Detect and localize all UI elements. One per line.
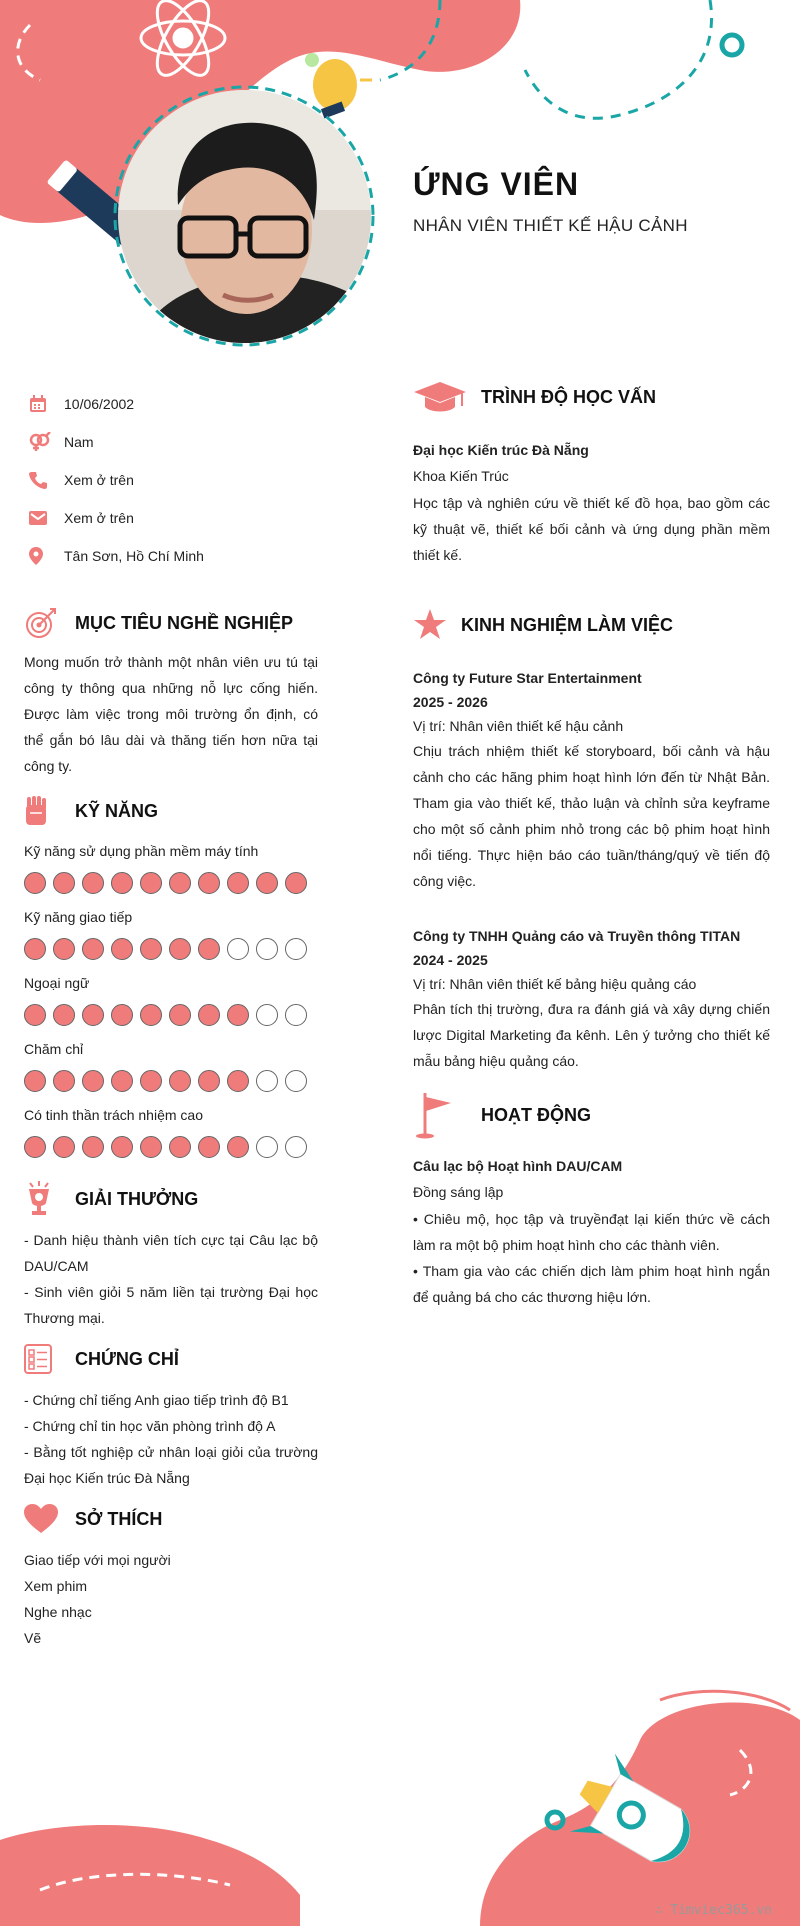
job-company: Công ty TNHH Quảng cáo và Truyền thông TITAN [413,928,741,944]
heart-icon [24,1504,75,1534]
job-description: Chịu trách nhiệm thiết kế storyboard, bối cảnh và hậu cảnh cho các hãng phim hoạt hình lớn đến từ Nhật Bản. Tham gia vào thiết kế, thảo luận và chỉnh sửa keyframe cho một số cảnh phim nhỏ trong các bộ phim hoạt hình nổi tiếng. Thực hiện báo cáo tuần/tháng/quý về tiến độ công việc. [413,743,770,889]
education-heading [413,370,770,424]
rating-dot-filled [53,1004,75,1026]
avatar [118,90,371,343]
rating-dot-filled [53,1070,75,1092]
watermark: ∴ Timviec365.vn [654,1903,772,1918]
activity-role: Đồng sáng lập [413,1184,504,1200]
experience-heading [413,598,770,652]
rating-dot-filled [111,1070,133,1092]
education-entry [413,438,770,568]
job-position: Vị trí: Nhân viên thiết kế bảng hiệu quảng cáo [413,976,697,992]
target-icon [24,607,75,639]
hobby-item: Xem phim [24,1578,88,1594]
info-row-gender [24,423,318,461]
phone-value: Xem ở trên [64,472,134,488]
rating-dot-filled [285,872,307,894]
rating-dot-filled [24,938,46,960]
objective-heading [24,601,318,645]
activity-bullet: • Chiêu mộ, học tập và truyềnđạt lại kiến thức về cách làm ra một bộ phim hoạt hình cho các thành viên. [413,1211,770,1253]
rating-dot-filled [169,1070,191,1092]
fist-icon [24,795,75,827]
rating-dot-empty [256,1136,278,1158]
activity-bullet: • Tham gia vào các chiến dịch làm phim hoạt hình ngắn để quảng bá cho các thương hiệu lớn. [413,1263,770,1305]
rating-dot-filled [198,872,220,894]
hobby-item: Giao tiếp với mọi người [24,1552,171,1568]
education-title: TRÌNH ĐỘ HỌC VẤN [481,386,656,407]
rating-dot-filled [24,1136,46,1158]
dob-value: 10/06/2002 [64,396,135,412]
graduation-cap-icon [413,380,481,414]
rating-dot-filled [140,872,162,894]
rating-dot-filled [169,1136,191,1158]
rating-dot-filled [140,938,162,960]
rating-dot-filled [24,1070,46,1092]
job-position: Vị trí: Nhân viên thiết kế hậu cảnh [413,718,624,734]
hobbies-heading [24,1497,318,1541]
rating-dot-filled [53,938,75,960]
rating-dot-empty [256,1004,278,1026]
skill-name: Ngoại ngữ [24,975,90,991]
objective-title: MỤC TIÊU NGHỀ NGHIỆP [75,612,294,633]
activity-entry [413,1154,770,1310]
rating-dot-filled [227,1070,249,1092]
objective-text: Mong muốn trở thành một nhân viên ưu tú tại công ty thông qua những nỗ lực cống hiến. Được làm việc trong môi trường ổn định, có thể gắn bó lâu dài và thăng tiến hơn nữa tại công ty. [24,654,318,774]
decor-bottom [0,1680,800,1926]
left-column [24,385,318,1651]
calendar-icon [24,395,64,413]
awards-title: GIẢI THƯỞNG [75,1188,199,1209]
phone-icon [24,471,64,489]
faculty-name: Khoa Kiến Trúc [413,468,509,484]
info-row-address [24,537,318,575]
school-name: Đại học Kiến trúc Đà Nẵng [413,442,589,458]
rating-dot-filled [169,938,191,960]
rating-dot-filled [169,872,191,894]
star-icon [413,609,461,641]
certificates-text-2: - Chứng chỉ tin học văn phòng trình độ A [24,1418,276,1434]
rating-dot-filled [140,1136,162,1158]
personal-info [24,385,318,575]
rating-dot-filled [227,1004,249,1026]
skills-title: KỸ NĂNG [75,800,159,821]
job-title: NHÂN VIÊN THIẾT KẾ HẬU CẢNH [413,216,688,235]
certificates-heading [24,1337,318,1381]
rating-dot-filled [82,938,104,960]
job-description: Phân tích thị trường, đưa ra đánh giá và xây dựng chiến lược Digital Marketing đa kênh. Lên ý tưởng cho thiết kế mẫu bảng hiệu quảng cáo. [413,1001,770,1069]
skill-name: Chăm chỉ [24,1041,84,1057]
rating-dot-filled [111,872,133,894]
hobbies-title: SỞ THÍCH [75,1508,163,1529]
rating-dot-filled [227,1136,249,1158]
rating-dot-empty [285,1004,307,1026]
activities-heading [413,1088,770,1142]
skill-rating [24,1065,318,1097]
flag-icon [413,1091,481,1139]
rating-dot-empty [285,1070,307,1092]
hobby-item: Vẽ [24,1630,42,1646]
rating-dot-filled [198,938,220,960]
rating-dot-filled [198,1070,220,1092]
certificates-text-3: - Bằng tốt nghiệp cử nhân loại giỏi của trường Đại học Kiến trúc Đà Nẵng [24,1444,318,1486]
gender-value: Nam [64,434,94,450]
rating-dot-filled [53,872,75,894]
skill-rating [24,1131,318,1163]
rating-dot-filled [24,872,46,894]
address-value: Tân Sơn, Hồ Chí Minh [64,548,204,564]
rating-dot-filled [169,1004,191,1026]
trophy-icon [24,1181,75,1217]
rating-dot-filled [111,938,133,960]
job-period: 2024 - 2025 [413,952,488,968]
rating-dot-filled [82,1070,104,1092]
rating-dot-filled [82,1136,104,1158]
skill-rating [24,867,318,899]
info-row-dob [24,385,318,423]
awards-text-2: - Sinh viên giỏi 5 năm liền tại trường Đại học Thương mại. [24,1284,318,1326]
education-description: Học tập và nghiên cứu về thiết kế đồ họa, bao gồm các kỹ thuật vẽ, thiết kế bối cảnh và ứng dụng phần mềm thiết kế. [413,495,770,563]
rating-dot-filled [82,1004,104,1026]
skill-rating [24,999,318,1031]
skills-heading [24,789,318,833]
rating-dot-filled [140,1070,162,1092]
rating-dot-filled [82,872,104,894]
rating-dot-empty [227,938,249,960]
info-row-email [24,499,318,537]
info-row-phone [24,461,318,499]
checklist-icon [24,1344,75,1374]
rating-dot-filled [227,872,249,894]
rating-dot-empty [256,938,278,960]
rating-dot-filled [256,872,278,894]
rating-dot-empty [285,938,307,960]
skill-name: Kỹ năng sử dụng phần mềm máy tính [24,843,259,859]
rating-dot-empty [256,1070,278,1092]
certificates-title: CHỨNG CHỈ [75,1348,179,1369]
job-period: 2025 - 2026 [413,694,488,710]
rating-dot-filled [198,1136,220,1158]
rating-dot-filled [53,1136,75,1158]
right-column [413,370,770,1310]
email-value: Xem ở trên [64,510,134,526]
skills-list [24,843,318,1163]
rating-dot-filled [140,1004,162,1026]
job-company: Công ty Future Star Entertainment [413,670,642,686]
hobby-item: Nghe nhạc [24,1604,92,1620]
gender-icon [24,432,64,452]
job-entry [413,666,770,894]
location-icon [24,547,64,565]
awards-text-1: - Danh hiệu thành viên tích cực tại Câu lạc bộ DAU/CAM [24,1232,318,1274]
skill-rating [24,933,318,965]
experience-title: KINH NGHIỆM LÀM VIỆC [461,614,674,635]
rating-dot-filled [198,1004,220,1026]
rating-dot-empty [285,1136,307,1158]
hobbies-list [24,1547,318,1651]
rating-dot-filled [111,1136,133,1158]
candidate-name: ỨNG VIÊN [413,166,580,202]
skill-name: Có tinh thần trách nhiệm cao [24,1107,203,1123]
certificates-text-1: - Chứng chỉ tiếng Anh giao tiếp trình độ B1 [24,1392,289,1408]
rating-dot-filled [24,1004,46,1026]
rating-dot-filled [111,1004,133,1026]
activities-title: HOẠT ĐỘNG [481,1104,591,1125]
awards-heading [24,1177,318,1221]
job-entry [413,924,770,1074]
email-icon [24,510,64,526]
activity-org: Câu lạc bộ Hoạt hình DAU/CAM [413,1158,623,1174]
decor-top [0,0,800,360]
skill-name: Kỹ năng giao tiếp [24,909,133,925]
